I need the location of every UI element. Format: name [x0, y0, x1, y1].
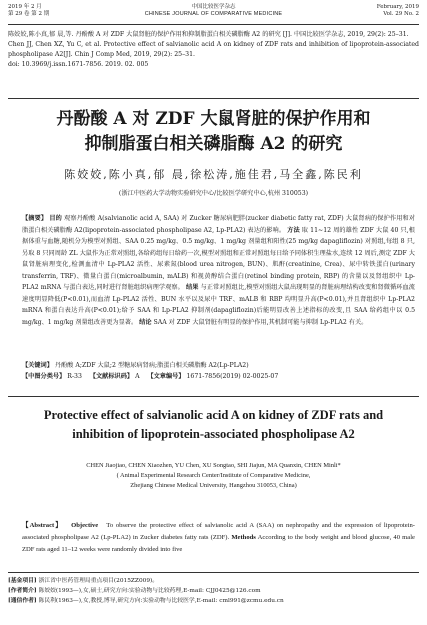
- title-en-line-2: inhibition of lipoprotein-associated phospholipase A2: [72, 427, 355, 441]
- objective-text-en: To observe the protective effect of salvianolic acid A (SAA) on nephropathy and the expression of lipoprotein-associated phospholipase A2 (Lp-PLA2) in Zucker diabetes fatty rats (ZDF).: [22, 522, 416, 541]
- objective-text-cn: 观察丹酚酸 A(salvianolic acid A, SAA) 对 Zucker 糖尿病肥胖(zucker diabetic fatty rat, ZDF) 大鼠肾病的保护作用和对脂蛋白相关磷脂酶 A2(lipoprotein-associated phospholipase A2, Lp-PLA2) 表达的影响。: [22, 215, 416, 234]
- methods-label-cn: 方法: [287, 226, 300, 234]
- header-center: [8, 4, 419, 18]
- authors-en-block: [0, 461, 427, 491]
- running-header: [8, 2, 419, 25]
- abstract-cn: [22, 213, 415, 328]
- keywords-cn: [22, 360, 415, 382]
- affiliation-en-line-1: ( Animal Experimental Research Center/Institute of Comparative Medicine,: [116, 472, 311, 479]
- doc-code-label: 【文献标识码】: [89, 373, 134, 380]
- clc-label: 【中图分类号】: [22, 373, 66, 380]
- header-date-en: February, 2019: [376, 4, 419, 10]
- header-right: [377, 4, 419, 18]
- header-volume: 第 29 卷 第 2 期: [8, 11, 50, 17]
- journal-name-cn: 中国比较医学杂志: [191, 4, 236, 10]
- title-cn-line-2: 抑制脂蛋白相关磷脂酶 A2 的研究: [84, 134, 343, 154]
- results-label-cn: 结果: [185, 284, 199, 291]
- fund-label: [基金项目]: [8, 578, 37, 584]
- keywords-label: 【关键词】: [22, 362, 53, 369]
- fund-text: 浙江省中医药管理局重点项目(2015ZZ009)。: [38, 578, 159, 584]
- abstract-en: [22, 520, 415, 556]
- doc-code-value: A: [135, 373, 140, 380]
- author-bio-text: 陈姣姣(1993—),女,硕士,研究方向:实验动物与比较药理,E-mail: CJJ0425@126.com: [38, 588, 261, 594]
- results-text-cn: 与正常对照组比,模型对照组大鼠出现明显的肾脏病理结构改变和肾微循环血流速度明显降低(P<0.01),而血清 Lp-PLA2 活性、BUN 水平以及尿中 TRF、mALB 和 RBP 均明显升高(P<0.01),并且肾组织中 Lp-PLA2 mRNA 和蛋白表达升高(P<0.01);给予 SAA 和 Lp-PLA2 抑制剂(dapagliflozin)后能明显改善上述指标的改变,且 SAA 给药组中以 0.5 mg/kg、1 mg/kg 剂量组改善更为显著。: [22, 284, 415, 326]
- header-volume-en: Vol. 29 No. 2: [383, 11, 419, 17]
- title-cn: [0, 107, 427, 157]
- methods-label-en: Methods: [231, 534, 256, 541]
- authors-cn: 陈姣姣,陈小真,郁 晨,徐松涛,施佳君,马全鑫,陈民利: [64, 168, 363, 181]
- affiliation-en-line-2: Zhejiang Chinese Medical University, Hangzhou 310053, China): [130, 482, 297, 489]
- keywords-value: 丹酚酸 A;ZDF 大鼠;2 型糖尿病肾病;脂蛋白相关磷脂酶 A2(Lp-PLA2): [54, 362, 249, 369]
- citation-block: [8, 30, 419, 70]
- citation-cn: 陈姣姣,陈小真,郁 晨,等. 丹酚酸 A 对 ZDF 大鼠肾脏的保护作用和抑制脂蛋白相关磷脂酶 A2 的研究 [J]. 中国比较医学杂志, 2019, 29(2): 25–31.: [8, 31, 409, 38]
- title-en-line-1: Protective effect of salvianolic acid A on kidney of ZDF rats and: [43, 408, 384, 422]
- abstract-en-label: 【Abstract】: [22, 522, 63, 529]
- objective-label-en: Objective: [71, 522, 99, 529]
- footnotes: [8, 576, 419, 606]
- journal-name-en: CHINESE JOURNAL OF COMPARATIVE MEDICINE: [144, 11, 283, 17]
- abstract-cn-label: 【摘要】: [22, 215, 48, 222]
- authors-en: CHEN Jiaojiao, CHEN Xiaozhen, YU Chen, XU Songtao, SHI Jiajun, MA Quanxin, CHEN Minli*: [86, 462, 341, 469]
- divider: [8, 396, 419, 397]
- citation-en: Chen JJ, Chen XZ, Yu C, et al. Protective effect of salvianolic acid A on kidney of ZDF rats and inhibition of lipoprotein-associated phospholipase A2[J]. Chin J Comp Med, 2019, 29(2): 25–31.: [8, 41, 419, 58]
- objective-label-cn: 目的: [49, 215, 62, 222]
- corresponding-author-text: 陈民利(1963—),女,教授,博导,研究方向:实验动物与比较医学,E-mail: cml991@zcmu.edu.cn: [38, 598, 284, 604]
- methods-text-en: According to the body weight and blood glucose, 40 male ZDF rats aged 11–12 weeks were randomly divided into five: [22, 534, 415, 553]
- author-bio-label: [作者简介]: [8, 588, 37, 594]
- methods-text-cn: 取 11~12 周的雄性 ZDF 大鼠 40 只,根据体重与血糖,随机分为模型对照组、SAA 0.25 mg/kg、0.5 mg/kg、1 mg/kg 剂量组和阳性(25 mg/kg dapagliflozin) 对照组,每组 8 只,另取 8 只同周龄 ZL 大鼠作为正常对照组,各给药组每日给药一次,模型对照组和正常对照组每日给予同体积生理盐水,连续 12 周后,测定 ZDF 大鼠肾脏病理变化,检测血清中 Lp-PLA2 活性、尿素氮(blood urea nitrogen, BUN)、肌酐(creatinine, Crea)、尿中转铁蛋白(urinary transferrin, TRF)、微量白蛋白(microalbumin, mALB) 和视黄醇结合蛋白(retinol binding protein, RBP) 的含量以及肾组织中 Lp-PLA2 mRNA 与蛋白表达,同时进行肾脏组织病理学观察。: [22, 226, 415, 291]
- article-id-value: 1671-7856(2019) 02-0025-07: [186, 373, 279, 380]
- conclusion-text-cn: SAA 对 ZDF 大鼠肾脏有明显的保护作用,其机制可能与抑制 Lp-PLA2 有关。: [153, 318, 368, 326]
- corresponding-author-label: [通信作者]: [8, 598, 37, 604]
- title-en: [0, 406, 427, 444]
- conclusion-label-cn: 结论: [139, 318, 152, 326]
- header-date: 2019 年 2 月: [8, 4, 42, 10]
- clc-value: R-33: [67, 373, 82, 380]
- article-id-label: 【文章编号】: [147, 373, 185, 380]
- title-cn-line-1: 丹酚酸 A 对 ZDF 大鼠肾脏的保护作用和: [56, 109, 371, 129]
- divider: [8, 98, 419, 99]
- affiliation-cn: (浙江中医药大学动物实验研究中心/比较医学研究中心,杭州 310053): [118, 190, 309, 197]
- footnote-divider: [8, 572, 419, 573]
- doi[interactable]: doi: 10.3969/j.issn.1671-7856. 2019. 02. 005: [8, 61, 149, 68]
